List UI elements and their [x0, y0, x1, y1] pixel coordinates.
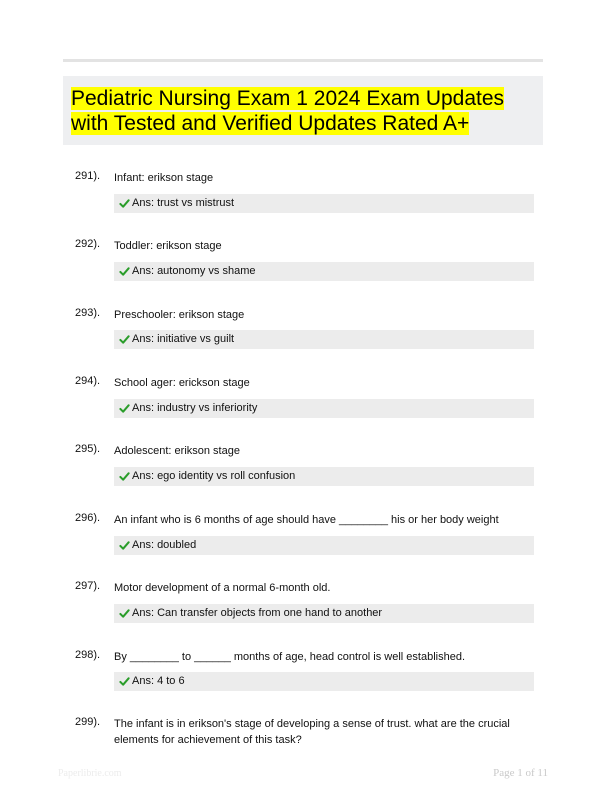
answer-text: Ans: 4 to 6: [132, 675, 185, 687]
question-text: Motor development of a normal 6-month old.: [114, 582, 331, 594]
question-text: By ________ to ______ months of age, head control is well established.: [114, 651, 466, 663]
check-icon: [119, 676, 130, 687]
document-title: Pediatric Nursing Exam 1 2024 Exam Updates with Tested and Verified Updates Rated A+: [71, 87, 505, 135]
answer-box: [114, 262, 534, 281]
question-text: An infant who is 6 months of age should have ________ his or her body weight: [114, 514, 499, 526]
check-icon: [119, 540, 130, 551]
question-number: 292).: [75, 238, 101, 250]
check-icon: [119, 266, 130, 277]
answer-box: [114, 536, 534, 555]
question-number: 298).: [75, 649, 101, 661]
answer-text: Ans: ego identity vs roll confusion: [132, 470, 296, 482]
check-icon: [119, 198, 130, 209]
answer-box: [114, 330, 534, 349]
answer-box: [114, 467, 534, 486]
question-number: 295).: [75, 443, 101, 455]
answer-box: [114, 604, 534, 623]
question-number: 297).: [75, 580, 101, 592]
question-number: 296).: [75, 512, 101, 524]
question-number: 291).: [75, 170, 101, 182]
top-divider: [63, 59, 543, 62]
question-text: Preschooler: erikson stage: [114, 309, 245, 321]
check-icon: [119, 471, 130, 482]
check-icon: [119, 403, 130, 414]
question-text: Infant: erikson stage: [114, 172, 214, 184]
question-number: 294).: [75, 375, 101, 387]
question-text: School ager: erickson stage: [114, 377, 250, 389]
answer-box: [114, 672, 534, 691]
question-text: Adolescent: erikson stage: [114, 445, 240, 457]
answer-box: [114, 194, 534, 213]
question-number: 293).: [75, 307, 101, 319]
check-icon: [119, 608, 130, 619]
answer-text: Ans: autonomy vs shame: [132, 265, 256, 277]
answer-text: Ans: doubled: [132, 539, 197, 551]
footer-watermark: Paperlibrie.com: [58, 768, 122, 779]
answer-box: [114, 399, 534, 418]
answer-text: Ans: Can transfer objects from one hand to another: [132, 607, 383, 619]
check-icon: [119, 334, 130, 345]
answer-text: Ans: trust vs mistrust: [132, 197, 235, 209]
question-text: The infant is in erikson's stage of developing a sense of trust. what are the crucial elements for achievement of this task?: [114, 718, 510, 746]
title-banner: [63, 76, 543, 145]
question-number: 299).: [75, 716, 101, 728]
answer-text: Ans: initiative vs guilt: [132, 333, 235, 345]
answer-text: Ans: industry vs inferiority: [132, 402, 258, 414]
question-text: Toddler: erikson stage: [114, 240, 222, 252]
page-indicator: Page 1 of 11: [493, 767, 548, 779]
